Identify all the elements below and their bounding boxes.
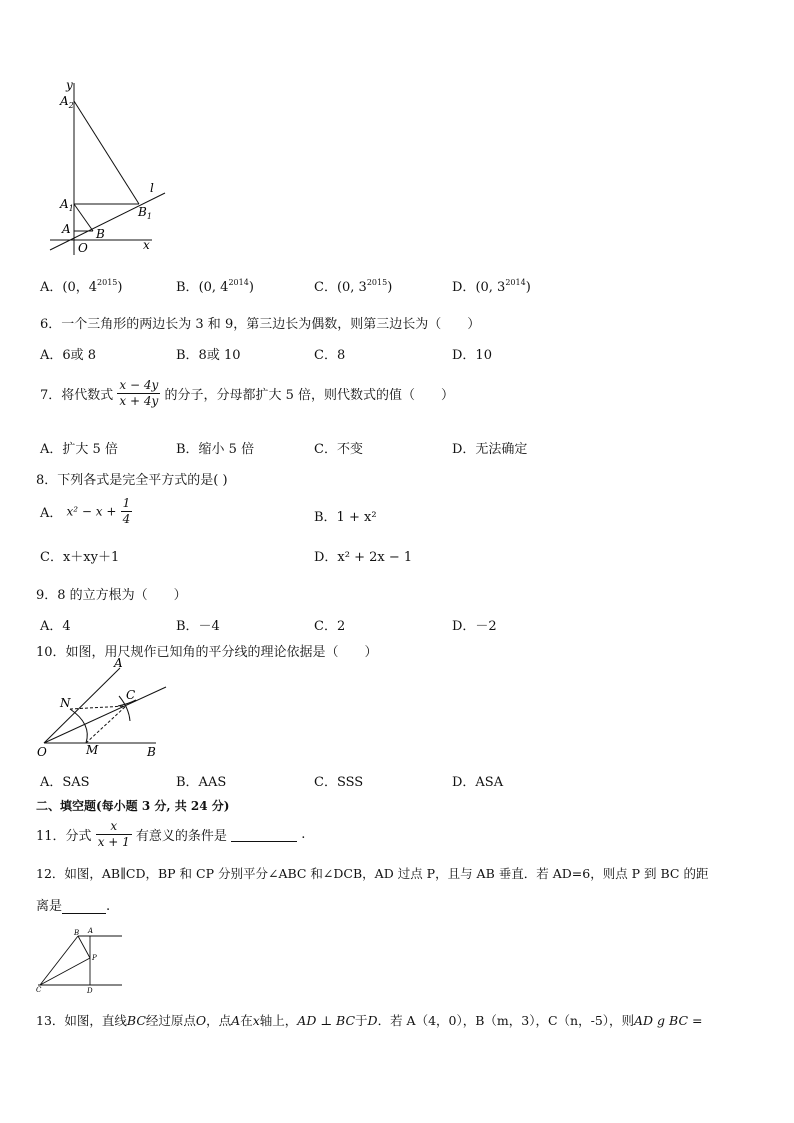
ray-oa xyxy=(44,668,120,743)
svg-text:A1: $A_1$ xyxy=(60,197,74,213)
seg-a1-b xyxy=(74,204,93,231)
dash-mc xyxy=(86,706,126,743)
svg-text:B1: $B_1$ xyxy=(138,205,152,221)
q7-option-b[interactable]: B．缩小 5 倍 xyxy=(176,442,255,457)
q7-stem: 7．将代数式 $\frac{x - 4y}{x + 4y}$ 的分子，分母都扩大 5 倍，则代数式的值（ ） xyxy=(40,378,454,408)
q10-option-c[interactable]: C．SSS xyxy=(314,775,364,790)
q10-figure xyxy=(34,656,174,761)
q8-option-d[interactable]: D．x² + 2x − 1 xyxy=(314,550,413,565)
label-d: D xyxy=(87,987,93,995)
q7-option-a[interactable]: A．扩大 5 倍 xyxy=(40,442,118,457)
q5-option-c[interactable]: C．(0, $3^{2015}$) xyxy=(314,278,393,295)
label-a2: A xyxy=(60,94,69,108)
q8-option-a[interactable]: A． x² − x + $\frac{1}{4}$ xyxy=(40,496,131,526)
q11-stem: 11．分式 $\frac{x}{x + 1}$ 有意义的条件是 . xyxy=(36,819,306,849)
q5-option-b[interactable]: B．(0, $4^{2014}$) xyxy=(176,278,254,295)
label-m: M xyxy=(86,743,99,757)
q13-stem: 13．如图，直线BC经过原点O，点A在x轴上，AD ⊥ BC于D．若 A（4，0），B（m，3），C（n，-5），则AD g BC = xyxy=(36,1013,703,1028)
seg-a2-b1 xyxy=(74,101,139,204)
label-c: C xyxy=(126,688,136,702)
q5-option-a[interactable]: A．(0，$4^{2015}$) xyxy=(40,278,123,295)
label-b: B xyxy=(74,929,80,937)
q9-stem: 9．8 的立方根为（ ） xyxy=(36,588,187,603)
label-y: y xyxy=(66,78,73,92)
label-p: P xyxy=(92,954,97,962)
q12-figure xyxy=(34,926,126,996)
q11-answer-blank[interactable] xyxy=(231,827,297,842)
q10-option-d[interactable]: D．ASA xyxy=(452,775,504,790)
q6-option-c[interactable]: C．8 xyxy=(314,348,346,363)
q7-option-d[interactable]: D．无法确定 xyxy=(452,442,528,457)
q10-option-b[interactable]: B．AAS xyxy=(176,775,227,790)
q6-option-d[interactable]: D．10 xyxy=(452,348,492,363)
label-a: A xyxy=(88,927,94,935)
label-l: l xyxy=(150,181,154,195)
label-a: A xyxy=(62,222,71,236)
q11-fraction: $\frac{x}{x + 1}$ xyxy=(97,819,130,849)
seg-cp xyxy=(40,958,90,985)
q12-line1: 12．如图，AB∥CD，BP 和 CP 分别平分∠ABC 和∠DCB，AD 过点 P，且与 AB 垂直．若 AD=6，则点 P 到 BC 的距 xyxy=(36,866,709,881)
label-a: A xyxy=(114,656,123,670)
label-c: C xyxy=(36,986,42,994)
q6-option-b[interactable]: B．8或 10 xyxy=(176,348,241,363)
seg-bp xyxy=(78,936,90,958)
label-o: O xyxy=(78,241,88,255)
label-b: B xyxy=(147,745,156,759)
q8-option-b[interactable]: B．1 + x² xyxy=(314,510,377,525)
q6-stem: 6．一个三角形的两边长为 3 和 9，第三边长为偶数，则第三边长为（ ） xyxy=(40,317,481,332)
label-b1: B xyxy=(138,205,147,219)
q10-stem: 10．如图，用尺规作已知角的平分线的理论依据是（ ） xyxy=(36,645,378,660)
seg-bc xyxy=(40,936,78,985)
q9-option-b[interactable]: B．－4 xyxy=(176,619,220,634)
q7-fraction: $\frac{x - 4y}{x + 4y}$ xyxy=(119,378,159,408)
q9-option-c[interactable]: C．2 xyxy=(314,619,346,634)
q5-figure xyxy=(40,75,170,260)
section-title: 二、填空题(每小题 3 分, 共 24 分) xyxy=(36,799,230,813)
label-o: O xyxy=(37,745,47,759)
label-b: B xyxy=(96,227,105,241)
label-a1: A xyxy=(60,197,69,211)
q6-option-a[interactable]: A．6或 8 xyxy=(40,348,97,363)
svg-text:A2: $A_2$ xyxy=(60,94,74,110)
q9-option-a[interactable]: A．4 xyxy=(40,619,71,634)
label-x: x xyxy=(143,238,150,252)
label-n: N xyxy=(60,696,71,710)
q8-stem: 8．下列各式是完全平方式的是( ) xyxy=(36,473,228,488)
q7-option-c[interactable]: C．不变 xyxy=(314,442,363,457)
q12-answer-blank[interactable] xyxy=(62,899,106,914)
q5-option-d[interactable]: D．(0, $3^{2014}$) xyxy=(452,278,531,295)
q8-option-c[interactable]: C．x＋xy＋1 xyxy=(40,550,120,565)
q12-line2: 离是 . xyxy=(36,899,111,914)
q9-option-d[interactable]: D．－2 xyxy=(452,619,497,634)
q10-option-a[interactable]: A．SAS xyxy=(40,775,90,790)
